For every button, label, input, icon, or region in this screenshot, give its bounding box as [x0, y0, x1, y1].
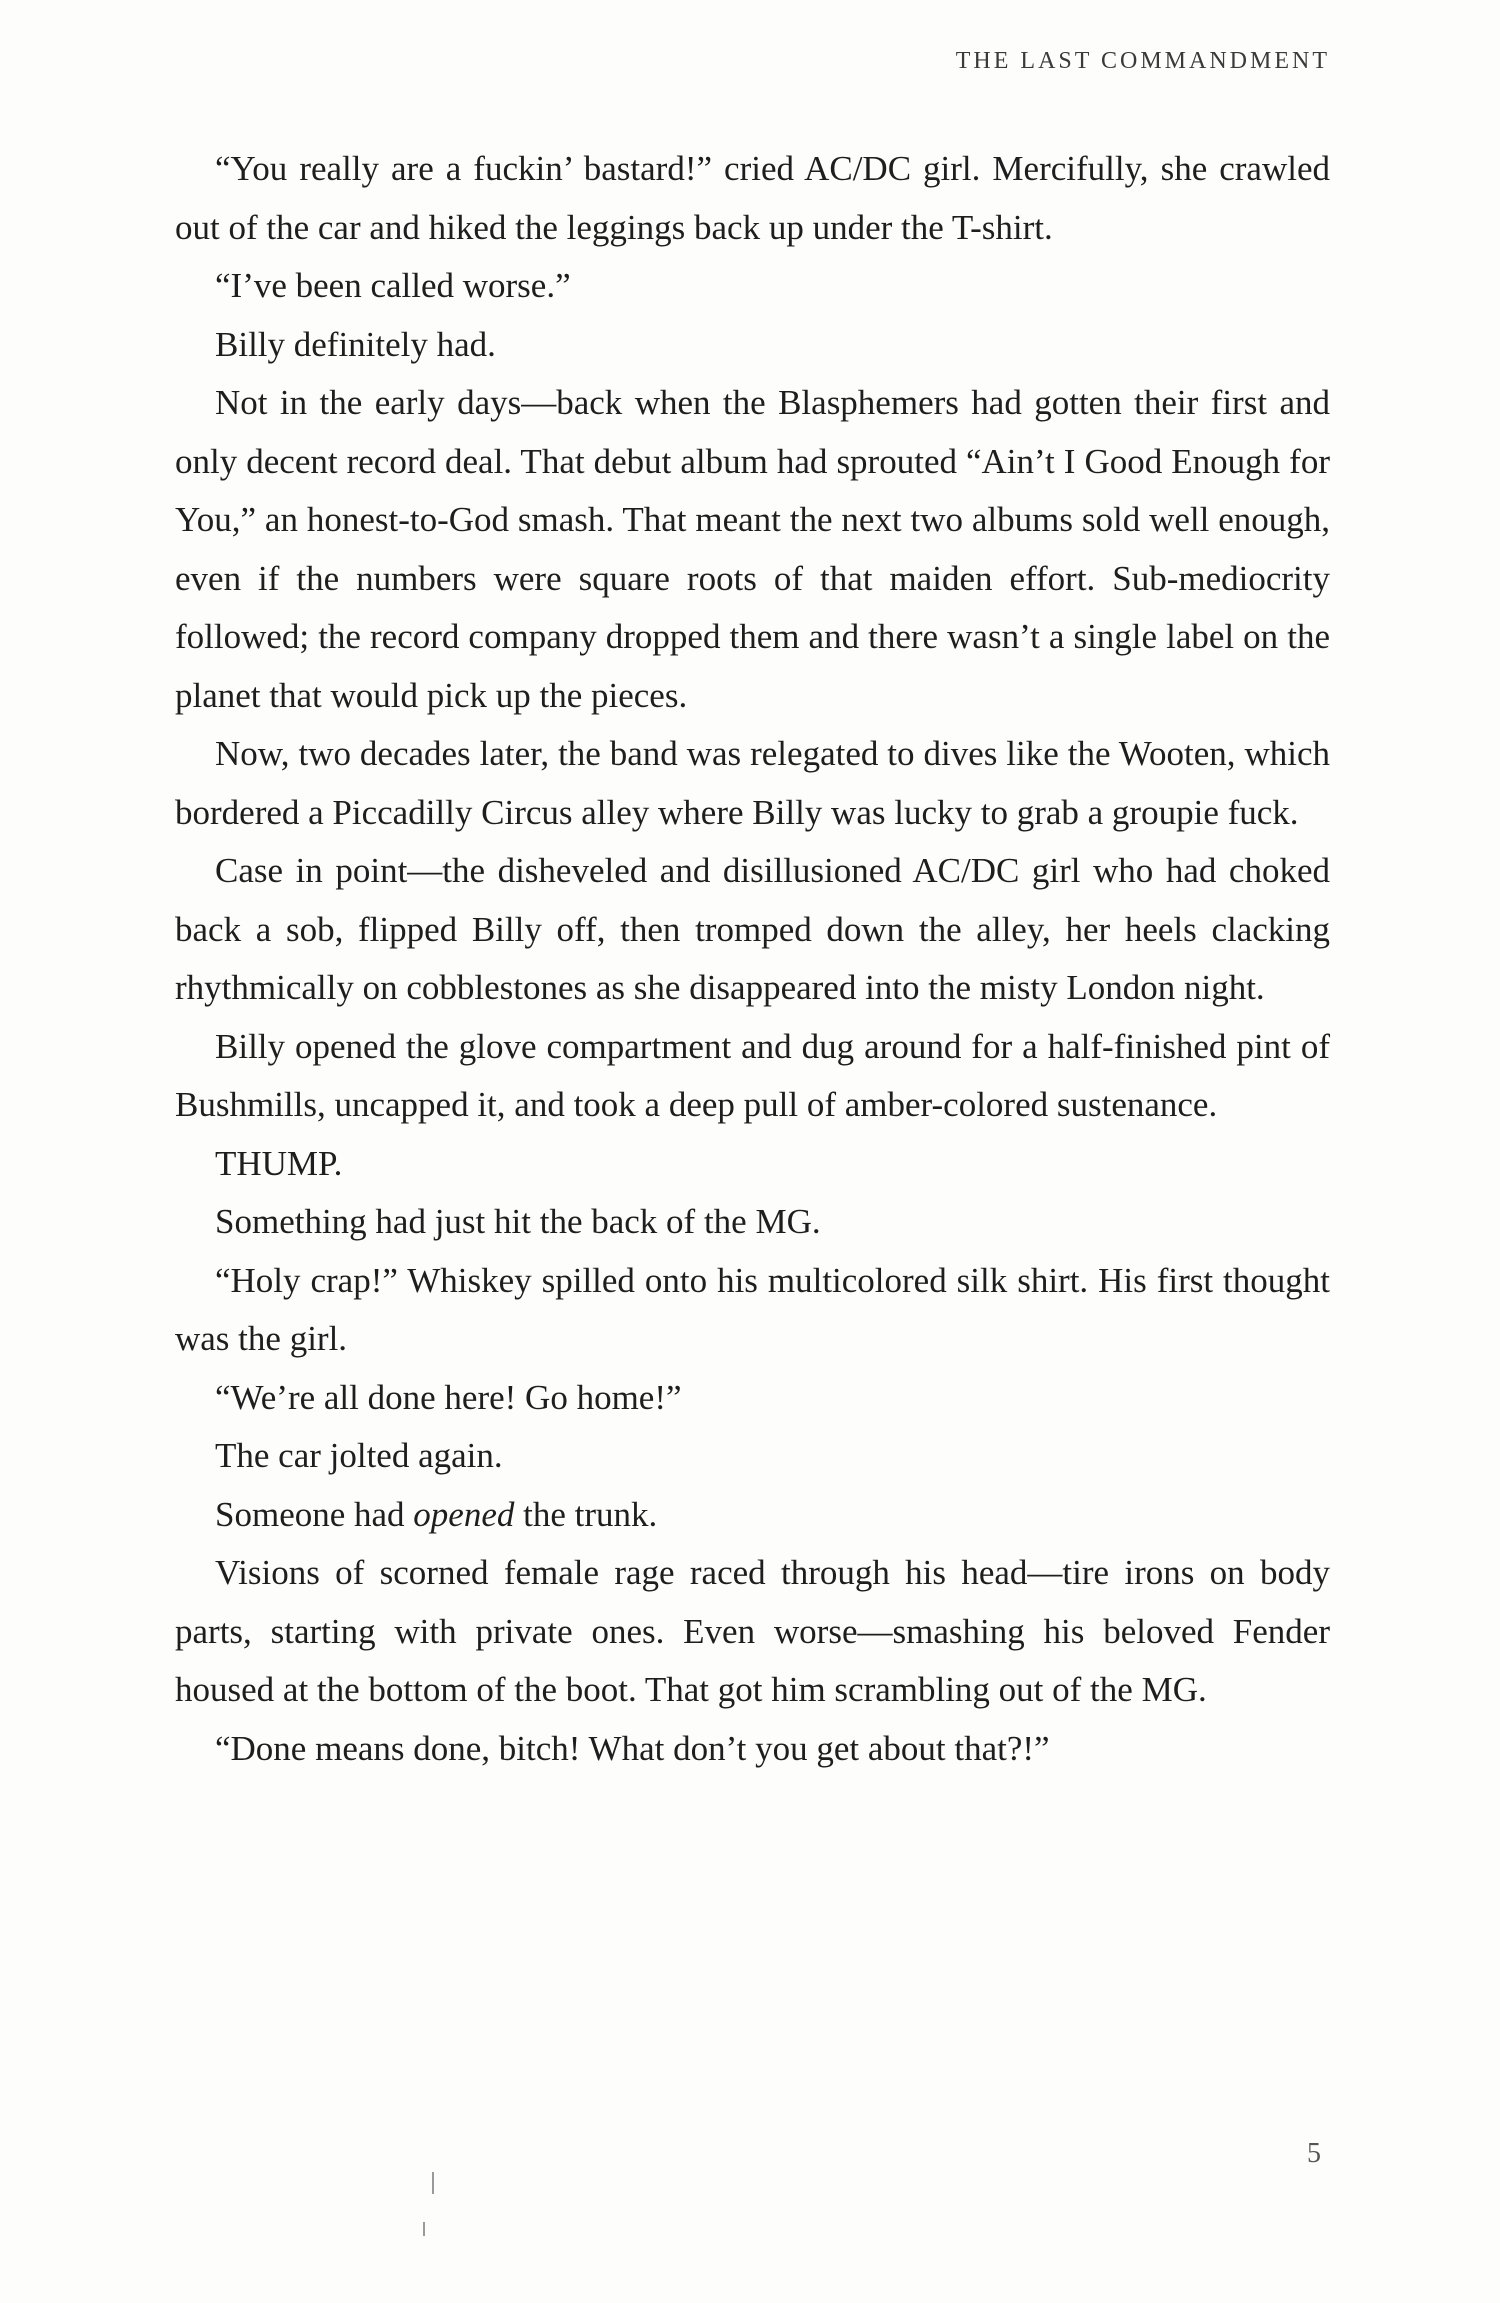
paragraph: Case in point—the disheveled and disillusioned AC/DC girl who had choked back a sob, flipped Billy off, then tromped down the alley, her heels clacking rhythmically on cobblestones as she disappeared into the misty London night.	[175, 851, 1330, 1007]
paragraph: “Holy crap!” Whiskey spilled onto his multicolored silk shirt. His first thought was the girl.	[175, 1260, 1330, 1358]
scan-speck	[423, 2222, 425, 2236]
scan-speck	[432, 2172, 434, 2194]
paragraph: Visions of scorned female rage raced through his head—tire irons on body parts, starting with private ones. Even worse—smashing his beloved Fender housed at the bottom of the boot. That got him scrambling out of the MG.	[175, 1553, 1330, 1709]
text-run: Someone had	[215, 1494, 414, 1534]
paragraph: Now, two decades later, the band was relegated to dives like the Wooten, which bordered a Piccadilly Circus alley where Billy was lucky to grab a groupie fuck.	[175, 734, 1330, 832]
paragraph: “We’re all done here! Go home!”	[215, 1377, 682, 1417]
paragraph: Billy definitely had.	[215, 324, 496, 364]
paragraph-opened	[175, 1486, 1330, 1545]
paragraph: THUMP.	[215, 1143, 343, 1183]
emphasis-text: opened	[413, 1494, 515, 1534]
paragraph: The car jolted again.	[215, 1436, 503, 1475]
paragraph: Billy opened the glove compartment and dug around for a half-finished pint of Bushmills, uncapped it, and took a deep pull of amber-colored sustenance.	[175, 1026, 1330, 1124]
body-text	[175, 140, 1330, 1778]
paragraph: Not in the early days—back when the Blasphemers had gotten their first and only decent record deal. That debut album had sprouted “Ain’t I Good Enough for You,” an honest-to-God smash. That meant the next two albums sold well enough, even if the numbers were square roots of that maiden effort. Sub-mediocrity followed; the record company dropped them and there wasn’t a single label on the planet that would pick up the pieces.	[175, 383, 1330, 715]
page-number: 5	[1307, 2138, 1321, 2169]
text-run: the trunk.	[514, 1494, 658, 1534]
paragraph: “I’ve been called worse.”	[215, 266, 571, 305]
paragraph: “Done means done, bitch! What don’t you get about that?!”	[215, 1728, 1050, 1768]
running-head: THE LAST COMMANDMENT	[955, 48, 1330, 74]
paragraph: “You really are a fuckin’ bastard!” cried AC/DC girl. Mercifully, she crawled out of the car and hiked the leggings back up under the T-shirt.	[175, 149, 1330, 247]
paragraph: Something had just hit the back of the MG.	[215, 1202, 821, 1241]
